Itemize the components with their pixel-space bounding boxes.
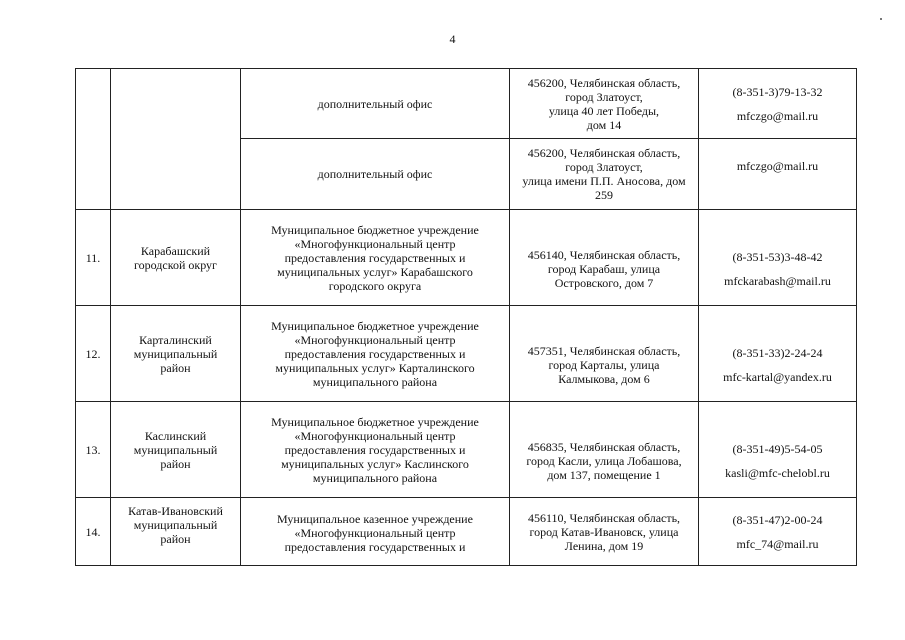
phone-number: (8-351-53)3-48-42 (732, 249, 823, 264)
row-number: 11. (76, 210, 111, 306)
municipality-name: Карталинский муниципальный район (111, 306, 241, 402)
contact-spacer (703, 456, 852, 466)
row-number: 12. (76, 306, 111, 402)
table-row (76, 69, 857, 139)
contact-spacer (703, 99, 852, 109)
contacts (699, 402, 857, 498)
contacts (699, 210, 857, 306)
row-number: 14. (76, 498, 111, 566)
address: 457351, Челябинская область, город Карталы, улица Калмыкова, дом 6 (510, 306, 699, 402)
table-row (76, 306, 857, 402)
municipality-name (111, 69, 241, 210)
mfc-offices-table (75, 68, 857, 566)
email-address: mfckarabash@mail.ru (724, 273, 831, 288)
row-number: 13. (76, 402, 111, 498)
address: 456200, Челябинская область, город Златоуст, улица 40 лет Победы, дом 14 (510, 69, 699, 139)
organization-name: Муниципальное бюджетное учреждение «Многофункциональный центр предоставления государственных и муниципальных услуг» Карталинского муниципального района (241, 306, 510, 402)
address: 456110, Челябинская область, город Катав-Ивановск, улица Ленина, дом 19 (510, 498, 699, 566)
phone-number: (8-351-3)79-13-32 (732, 84, 823, 99)
municipality-name: Карабашский городской округ (111, 210, 241, 306)
contacts (699, 139, 857, 210)
contacts (699, 498, 857, 566)
address: 456835, Челябинская область, город Касли, улица Лобашова, дом 137, помещение 1 (510, 402, 699, 498)
organization-name: Муниципальное казенное учреждение «Многофункциональный центр предоставления государственных и (241, 498, 510, 566)
email-address: mfczgo@mail.ru (736, 108, 819, 123)
phone-number: (8-351-47)2-00-24 (732, 512, 823, 527)
contacts (699, 69, 857, 139)
phone-number: (8-351-33)2-24-24 (732, 345, 823, 360)
table-row (76, 210, 857, 306)
municipality-name: Катав-Ивановский муниципальный район (111, 498, 241, 566)
email-address: mfc_74@mail.ru (736, 536, 819, 551)
organization-name: Муниципальное бюджетное учреждение «Многофункциональный центр предоставления государственных и муниципальных услуг» Карабашского городского округа (241, 210, 510, 306)
contact-spacer (703, 264, 852, 274)
phone-number: (8-351-49)5-54-05 (732, 441, 823, 456)
organization-name: дополнительный офис (241, 139, 510, 210)
municipality-name: Каслинский муниципальный район (111, 402, 241, 498)
email-address: mfc-kartal@yandex.ru (723, 369, 832, 384)
address: 456200, Челябинская область, город Златоуст, улица имени П.П. Аносова, дом 259 (510, 139, 699, 210)
page-number: 4 (449, 32, 456, 46)
table-row (76, 498, 857, 566)
contacts (699, 306, 857, 402)
email-address: mfczgo@mail.ru (736, 159, 819, 173)
email-address: kasli@mfc-chelobl.ru (725, 465, 830, 480)
contact-spacer (703, 527, 852, 537)
contact-spacer (703, 360, 852, 370)
organization-name: Муниципальное бюджетное учреждение «Многофункциональный центр предоставления государственных и муниципальных услуг» Каслинского муниципального района (241, 402, 510, 498)
address: 456140, Челябинская область, город Карабаш, улица Островского, дом 7 (510, 210, 699, 306)
table-row (76, 402, 857, 498)
organization-name: дополнительный офис (241, 69, 510, 139)
row-number (76, 69, 111, 210)
scan-speck (880, 18, 882, 20)
